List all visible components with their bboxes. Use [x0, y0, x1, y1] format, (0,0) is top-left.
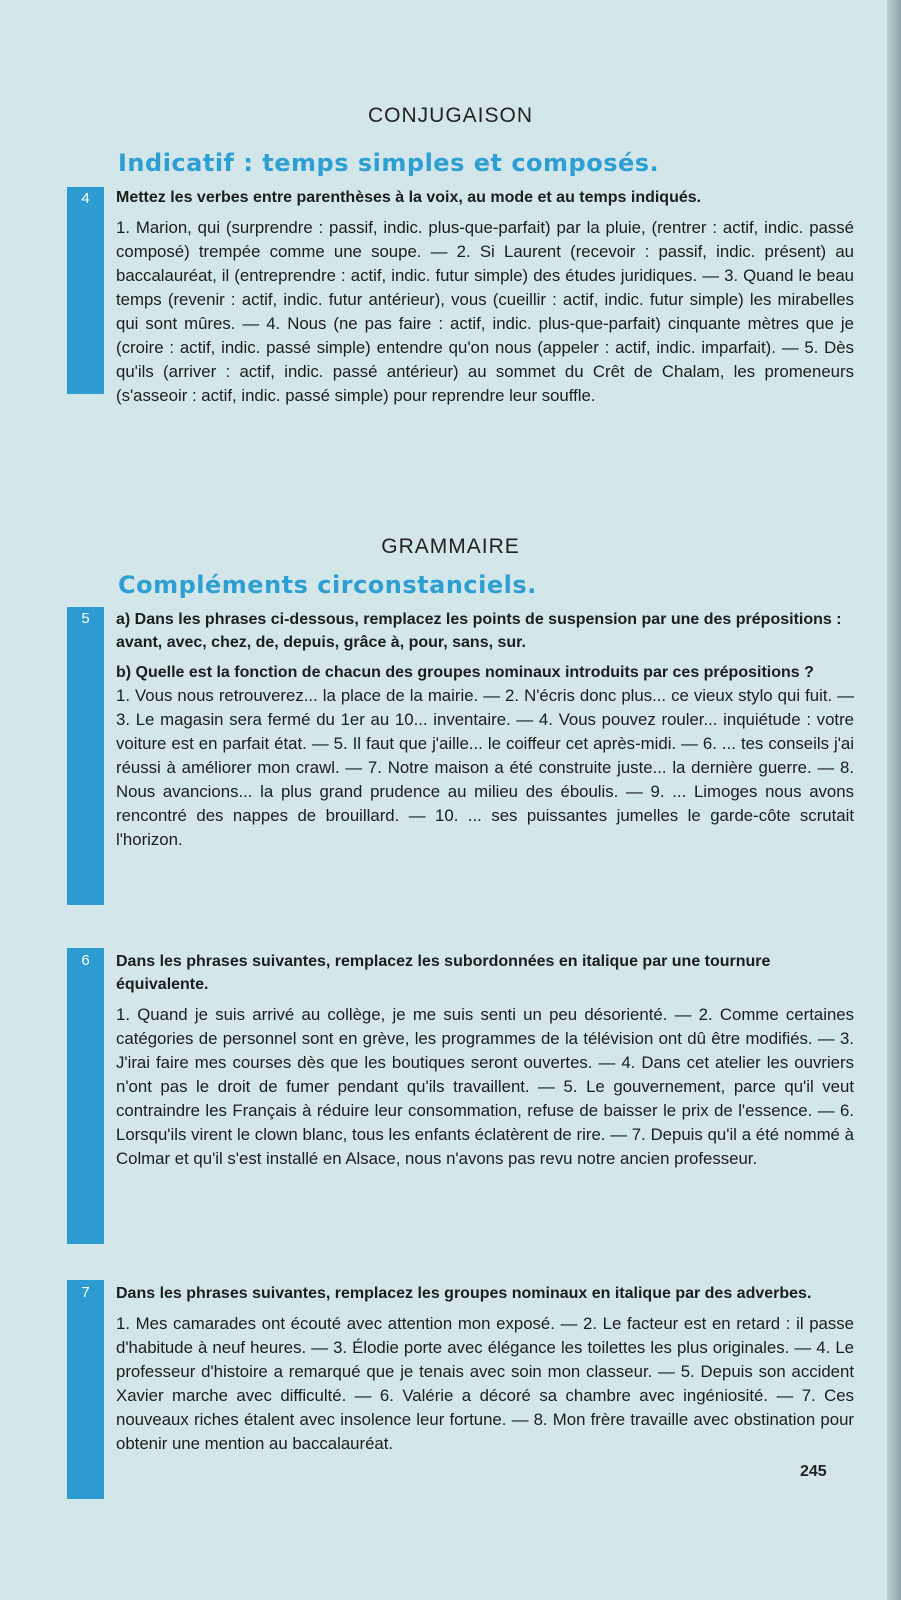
page-number: 245	[800, 1463, 827, 1480]
page-edge	[887, 0, 901, 1600]
exercise-4-bar	[67, 187, 104, 394]
exercise-7-number: 7	[81, 1284, 90, 1301]
section-title-grammaire: GRAMMAIRE	[381, 535, 520, 558]
exercise-5-instruction-a: a) Dans les phrases ci-dessous, remplacez les points de suspension par une des prépositions : avant, avec, chez, de, depuis, grâce à, pour, sans, sur.	[116, 611, 842, 651]
exercise-6-text: 1. Quand je suis arrivé au collège, je me suis senti un peu désorienté. — 2. Comme certaines catégories de personnel sont en grève, les programmes de la télévision ont dû être modifiés. — 3. J'irai faire mes courses dès que les boutiques seront ouvertes. — 4. Dans cet atelier les ouvriers n'ont pas le droit de fumer pendant qu'ils travaillent. — 5. Le gouvernement, parce qu'il veut contraindre les Français à réduire leur consommation, refuse de baisser le prix de l'essence. — 6. Lorsqu'ils virent le clown blanc, tous les enfants éclatèrent de rire. — 7. Depuis qu'il a été nommé à Colmar et qu'il s'est installé en Alsace, nous n'avons pas revu notre ancien professeur.	[116, 1005, 854, 1168]
exercise-5-bar	[67, 607, 104, 905]
exercise-5	[116, 608, 854, 852]
exercise-5-number: 5	[81, 610, 90, 627]
exercise-7-text: 1. Mes camarades ont écouté avec attention mon exposé. — 2. Le facteur est en retard : il passe d'habitude à neuf heures. — 3. Élodie porte avec élégance les toilettes les plus originales. — 4. Le professeur d'histoire a remarqué que je tenais avec soin mon classeur. — 5. Depuis son accident Xavier marche avec difficulté. — 6. Valérie a décoré sa chambre avec ingéniosité. — 7. Ces nouveaux riches étalent avec insolence leur fortune. — 8. Mon frère travaille avec obstination pour obtenir une mention au baccalauréat.	[116, 1314, 854, 1453]
exercise-4-instruction: Mettez les verbes entre parenthèses à la voix, au mode et au temps indiqués.	[116, 189, 702, 206]
exercise-5-text: 1. Vous nous retrouverez... la place de la mairie. — 2. N'écris donc plus... ce vieux stylo qui fuit. — 3. Le magasin sera fermé du 1er au 10... inventaire. — 4. Vous pouvez rouler... inquiétude : votre voiture est en parfait état. — 5. Il faut que j'aille... le coiffeur cet après-midi. — 6. ... tes conseils j'ai réussi à améliorer mon crawl. — 7. Notre maison a été construite juste... la dernière guerre. — 8. Nous avancions... la plus grand prudence au milieu des éboulis. — 9. ... Limoges nous avons rencontré des nappes de brouillard. — 10. ... ses puissantes jumelles le garde-côte scrutait l'horizon.	[116, 686, 854, 849]
exercise-4-text: 1. Marion, qui (surprendre : passif, indic. plus-que-parfait) par la pluie, (rentrer : actif, indic. passé composé) trempée comme une soupe. — 2. Si Laurent (recevoir : passif, indic. présent) au baccalauréat, il (entreprendre : actif, indic. futur simple) des études juridiques. — 3. Quand le beau temps (revenir : actif, indic. futur antérieur), vous (cueillir : actif, indic. futur simple) les mirabelles qui sont mûres. — 4. Nous (ne pas faire : actif, indic. plus-que-parfait) cinquante mètres que je (croire : actif, indic. passé simple) entendre qu'on nous (appeler : actif, indic. imparfait). — 5. Dès qu'ils (arriver : actif, indic. passé antérieur) au sommet du Crêt de Chalam, les promeneurs (s'asseoir : actif, indic. passé simple) pour reprendre leur souffle.	[116, 218, 854, 405]
exercise-7-instruction: Dans les phrases suivantes, remplacez les groupes nominaux en italique par des adverbes.	[116, 1285, 812, 1302]
exercise-5-instruction-b: b) Quelle est la fonction de chacun des groupes nominaux introduits par ces prépositions ?	[116, 664, 814, 681]
subtitle-complements: Compléments circonstanciels.	[118, 571, 537, 599]
exercise-4-number: 4	[81, 190, 90, 207]
exercise-6	[116, 950, 854, 1171]
exercise-7-bar	[67, 1280, 104, 1499]
exercise-6-instruction: Dans les phrases suivantes, remplacez les subordonnées en italique par une tournure équivalente.	[116, 953, 771, 993]
exercise-7	[116, 1282, 854, 1456]
section-title-conjugaison: CONJUGAISON	[367, 104, 533, 127]
exercise-6-number: 6	[81, 952, 90, 969]
exercise-4	[116, 186, 854, 408]
exercise-6-bar	[67, 948, 104, 1244]
subtitle-indicatif: Indicatif : temps simples et composés.	[118, 149, 660, 177]
